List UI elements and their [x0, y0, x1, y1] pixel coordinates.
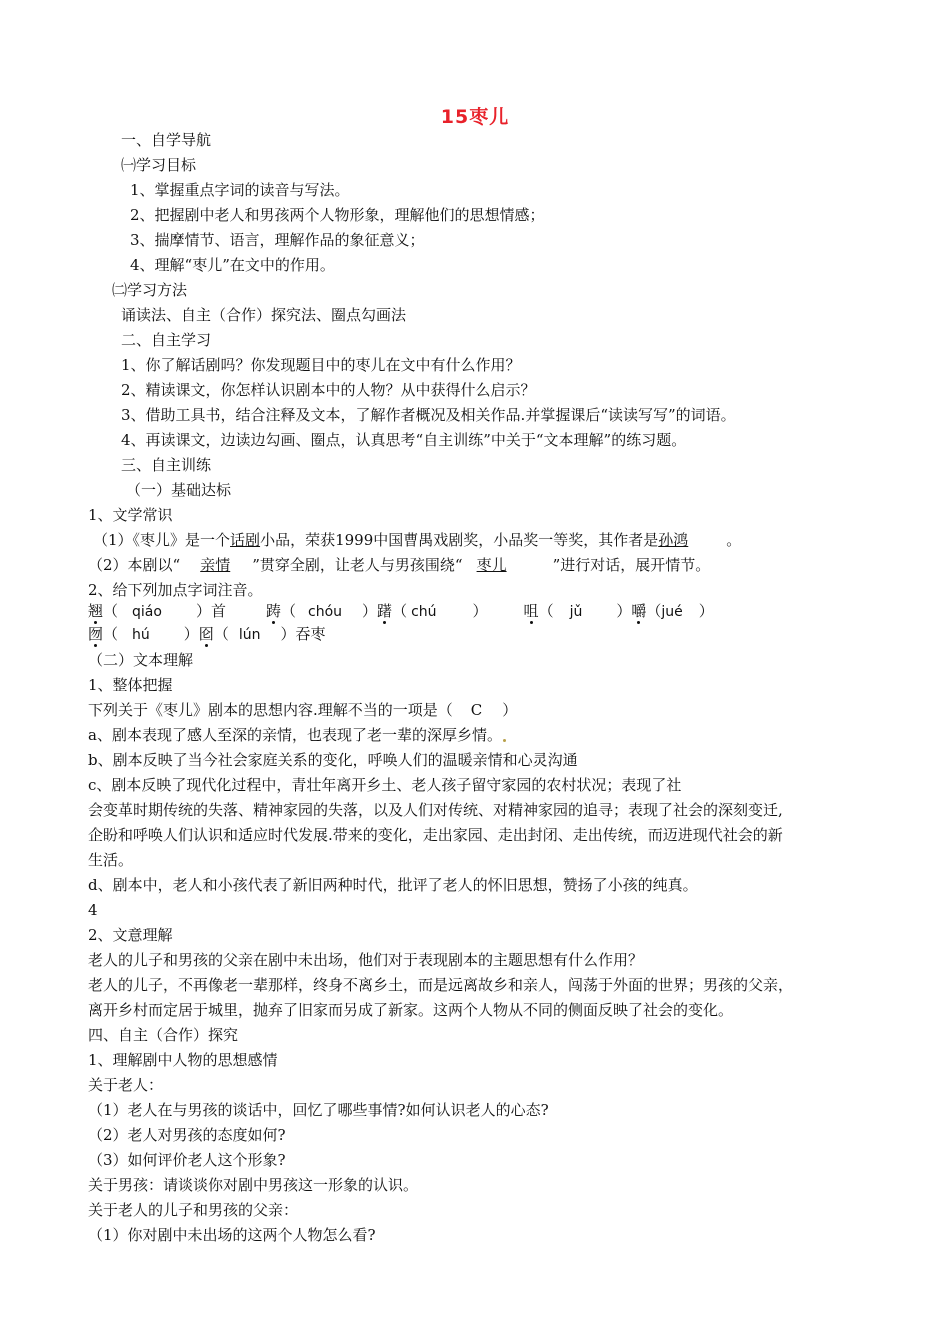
dotted-char: 咀 [523, 602, 539, 620]
q1b-line [88, 555, 710, 575]
dotted-char: 嚼 [631, 602, 647, 620]
page-title: 15枣儿 [440, 106, 510, 128]
goal-item: 2、把握剧中老人和男孩两个人物形象，理解他们的思想情感； [130, 206, 545, 224]
t2-answer: 老人的儿子，不再像老一辈那样，终身不离乡土，而是远离故乡和亲人，闯荡于外面的世界；男孩的父亲， [88, 976, 794, 994]
q1a-mid: 小品，荣获1999中国曹禺戏剧奖，小品奖一等奖，其作者是 [260, 531, 659, 549]
q1a-end: 。 [726, 531, 742, 549]
methods-text: 诵读法、自主（合作）探究法、圈点勾画法 [121, 306, 407, 324]
study-item: 3、借助工具书，结合注释及文本，了解作者概况及相关作品.并掌握课后“读读写写”的词语。 [121, 406, 736, 424]
pinyin: lún [238, 627, 261, 643]
dotted-char: 囫 [88, 625, 104, 643]
section-heading-1: 一、自学导航 [121, 131, 212, 149]
q1b-answer-theme: 亲情 [200, 556, 231, 574]
study-item: 4、再读课文，边读边勾画、圈点，认真思考“自主训练”中关于“文本理解”的练习题。 [121, 431, 687, 449]
t1-close: ） [502, 701, 518, 719]
t1-heading: 1、整体把握 [88, 676, 173, 694]
dotted-char: 踌 [265, 602, 281, 620]
t1-option: c、剧本反映了现代化过程中，青壮年离开乡土、老人孩子留守家园的农村状况；表现了社 [88, 776, 682, 794]
old-man-question: （2）老人对男孩的态度如何? [88, 1126, 286, 1144]
pinyin-row: 翘（ qiáo ）首 踌（ chóu ）躇（ chú ） 咀（ jǔ ）嚼（jué ） [88, 602, 714, 620]
t2-question: 老人的儿子和男孩的父亲在剧中未出场，他们对于表现剧本的主题思想有什么作用？ [88, 951, 644, 969]
word-rest: 首 [210, 602, 226, 620]
q1a-answer-author: 孙鸿 [658, 531, 689, 549]
t1-option-cont: 企盼和呼唤人们认识和适应时代发展.带来的变化，走出家园、走出封闭、走出传统，而迈进现代社会的新 [88, 826, 783, 844]
q1b-pre: （2）本剧以“ [88, 556, 181, 574]
dotted-char: 翘 [88, 602, 104, 620]
dotted-char: 囵 [198, 625, 214, 643]
fathers-heading: 关于老人的儿子和男孩的父亲： [88, 1201, 299, 1219]
t1-option-cont: 会变革时期传统的失落、精神家园的失落，以及人们对传统、对精神家园的追寻；表现了社会的深刻变迁, [88, 801, 783, 819]
q1b-mid: ”贯穿全剧，让老人与男孩围绕“ [252, 556, 463, 574]
old-man-heading: 关于老人： [88, 1076, 164, 1094]
pinyin: hú [132, 627, 150, 643]
q2-heading: 2、给下列加点字词注音。 [88, 581, 263, 599]
s4-sub1: 1、理解剧中人物的思想感情 [88, 1051, 278, 1069]
pinyin-row: 囫（ hú ）囵（ lún ）吞枣 [88, 625, 326, 643]
dotted-char: 躇 [377, 602, 393, 620]
goal-item: 3、揣摩情节、语言，理解作品的象征意义； [130, 231, 425, 249]
basic-heading: （一）基础达标 [126, 481, 232, 499]
t1-question [88, 700, 517, 720]
old-man-question: （1）老人在与男孩的谈话中，回忆了哪些事情?如何认识老人的心态? [88, 1101, 549, 1119]
study-item: 2、精读课文，你怎样认识剧本中的人物？从中获得什么启示？ [121, 381, 536, 399]
stray-number: 4 [88, 901, 98, 919]
q1-heading: 1、文学常识 [88, 506, 173, 524]
t1-option: d、剧本中，老人和小孩代表了新旧两种时代，批评了老人的怀旧思想，赞扬了小孩的纯真。 [88, 876, 698, 894]
goals-heading: ㈠学习目标 [121, 156, 197, 174]
boy-question: 关于男孩：请谈谈你对剧中男孩这一形象的认识。 [88, 1176, 419, 1194]
goal-item: 4、理解“枣儿”在文中的作用。 [130, 256, 335, 274]
t1-option: a、剧本表现了感人至深的亲情，也表现了老一辈的深厚乡情。 [88, 725, 506, 745]
t1-answer: C [470, 701, 483, 719]
goal-item: 1、掌握重点字词的读音与写法。 [130, 181, 350, 199]
section-heading-2: 二、自主学习 [121, 331, 212, 349]
t1-question-text: 下列关于《枣儿》剧本的思想内容.理解不当的一项是（ [88, 701, 453, 719]
q1a-pre: （1）《枣儿》是一个 [93, 531, 231, 549]
q1a-line [93, 530, 741, 550]
pinyin: jǔ [569, 604, 583, 620]
t1-option-cont: 生活。 [88, 851, 134, 869]
old-man-question: （3）如何评价老人这个形象? [88, 1151, 286, 1169]
text-heading: （二）文本理解 [88, 651, 194, 669]
t2-answer: 离开乡村而定居于城里，抛弃了旧家而另成了新家。这两个人物从不同的侧面反映了社会的变化。 [88, 1001, 734, 1019]
methods-heading: ㈡学习方法 [112, 281, 188, 299]
t2-heading: 2、文意理解 [88, 926, 173, 944]
pinyin: chú [411, 604, 437, 620]
pinyin: chóu [308, 604, 343, 620]
pinyin: jué [661, 604, 683, 620]
q1b-answer-object: 枣儿 [476, 556, 507, 574]
pinyin: qiáo [132, 604, 162, 620]
section-heading-4: 四、自主（合作）探究 [88, 1026, 239, 1044]
fathers-question: （1）你对剧中未出场的这两个人物怎么看? [88, 1226, 376, 1244]
q1a-answer-genre: 话剧 [230, 531, 261, 549]
section-heading-3: 三、自主训练 [121, 456, 212, 474]
study-item: 1、你了解话剧吗？你发现题目中的枣儿在文中有什么作用？ [121, 356, 521, 374]
t1-option: b、剧本反映了当今社会家庭关系的变化，呼唤人们的温暖亲情和心灵沟通 [88, 751, 578, 769]
word-rest: 吞枣 [295, 625, 326, 643]
q1b-end: ”进行对话，展开情节。 [552, 556, 711, 574]
